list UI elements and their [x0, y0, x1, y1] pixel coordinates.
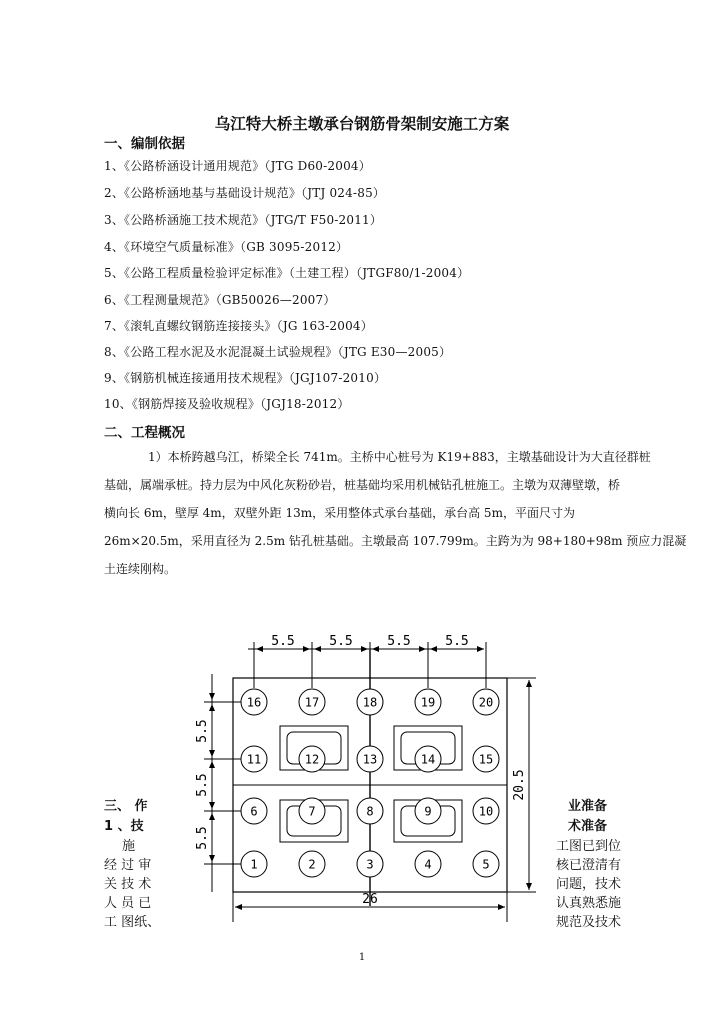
left-dimension-chain — [204, 674, 246, 892]
reference-item: 8、《公路工程水泥及水泥混凝土试验规程》（JTG E30—2005） — [104, 345, 452, 359]
pile-number: 16 — [246, 695, 262, 710]
pile-number: 4 — [424, 857, 432, 872]
pile-number: 17 — [304, 695, 320, 710]
reference-item: 9、《钢筋机械连接通用技术规程》（JGJ107-2010） — [104, 371, 387, 385]
body-text-fragment: 人 员 已 — [104, 896, 152, 911]
pile-number: 11 — [246, 752, 262, 767]
pile-number: 20 — [478, 695, 494, 710]
reference-item: 6、《工程测量规范》（GB50026—2007） — [104, 293, 336, 307]
overview-paragraph-line: 土连续刚构。 — [104, 562, 177, 576]
body-text-fragment: 问题，技术 — [556, 877, 622, 892]
pile-number: 3 — [366, 857, 374, 872]
body-text-fragment: 认真熟悉施 — [556, 896, 622, 911]
document-title: 乌江特大桥主墩承台钢筋骨架制安施工方案 — [214, 115, 510, 133]
pile-number: 6 — [250, 804, 258, 819]
section-heading-preparation-end: 业准备 — [568, 799, 608, 814]
body-text-fragment: 核已澄清有 — [556, 858, 622, 873]
pile-number: 13 — [362, 752, 378, 767]
dimension-label: 5.5 — [387, 634, 411, 649]
body-text-fragment: 关 技 术 — [104, 877, 152, 892]
body-text-fragment: 工 图纸、 — [104, 915, 161, 930]
subsection-heading-technical-end: 术准备 — [568, 819, 608, 834]
reference-item: 3、《公路桥涵施工技术规范》（JTG/T F50-2011） — [104, 213, 383, 227]
section-heading-preparation: 三、 作 — [104, 799, 148, 814]
pile-number: 12 — [304, 752, 320, 767]
pile-number: 8 — [366, 804, 374, 819]
height-dimension-label: 20.5 — [512, 769, 527, 801]
section-heading-basis: 一、编制依据 — [104, 136, 185, 152]
dimension-label: 5.5 — [195, 826, 210, 850]
width-dimension-label: 26 — [362, 892, 378, 907]
body-text-fragment: 规范及技术 — [556, 915, 622, 930]
overview-paragraph-line: 1）本桥跨越乌江，桥梁全长 741m。主桥中心桩号为 K19+883，主墩基础设计为大直径群桩 — [148, 450, 651, 464]
overview-paragraph-line: 横向长 6m，壁厚 4m，双壁外距 13m，采用整体式承台基础，承台高 5m，平面尺寸为 — [104, 506, 575, 520]
pile-number: 18 — [362, 695, 378, 710]
dimension-label: 5.5 — [329, 634, 353, 649]
page-number: 1 — [358, 952, 366, 963]
reference-item: 10、《钢筋焊接及验收规程》（JGJ18-2012） — [104, 397, 350, 411]
reference-item: 1、《公路桥涵设计通用规范》（JTG D60-2004） — [104, 159, 371, 173]
pile-number: 14 — [420, 752, 436, 767]
pile-number: 19 — [420, 695, 436, 710]
body-text-fragment: 工图已到位 — [556, 839, 622, 854]
body-text-fragment: 施 — [122, 839, 136, 854]
pile-cap-layout-diagram — [186, 628, 556, 928]
overview-paragraph-line: 基础，属端承桩。持力层为中风化灰粉砂岩，桩基础均采用机械钻孔桩施工。主墩为双薄壁墩，桥 — [104, 478, 621, 492]
section-heading-overview: 二、工程概况 — [104, 425, 185, 441]
pile-number: 5 — [482, 857, 490, 872]
dimension-label: 5.5 — [195, 719, 210, 743]
pile-number: 10 — [478, 804, 494, 819]
dimension-label: 5.5 — [271, 634, 295, 649]
pile-number: 15 — [478, 752, 494, 767]
reference-item: 7、《滚轧直螺纹钢筋连接接头》（JG 163-2004） — [104, 319, 373, 333]
pile-number: 7 — [308, 804, 316, 819]
reference-item: 5、《公路工程质量检验评定标准》（土建工程）（JTGF80/1-2004） — [104, 266, 470, 280]
reference-item: 2、《公路桥涵地基与基础设计规范》（JTJ 024-85） — [104, 186, 386, 200]
subsection-heading-technical: 1 、技 — [104, 819, 144, 834]
pile-number: 2 — [308, 857, 316, 872]
overview-paragraph-line: 26m×20.5m，采用直径为 2.5m 钻孔桩基础。主墩最高 107.799m。主跨为为 98+180+98m 预应力混凝 — [104, 534, 687, 548]
body-text-fragment: 经 过 审 — [104, 858, 152, 873]
dimension-label: 5.5 — [195, 773, 210, 797]
pile-number: 9 — [424, 804, 432, 819]
dimension-label: 5.5 — [445, 634, 469, 649]
pile-number: 1 — [250, 857, 258, 872]
pier-wall-outlines — [280, 726, 462, 842]
reference-item: 4、《环境空气质量标准》（GB 3095-2012） — [104, 240, 349, 254]
